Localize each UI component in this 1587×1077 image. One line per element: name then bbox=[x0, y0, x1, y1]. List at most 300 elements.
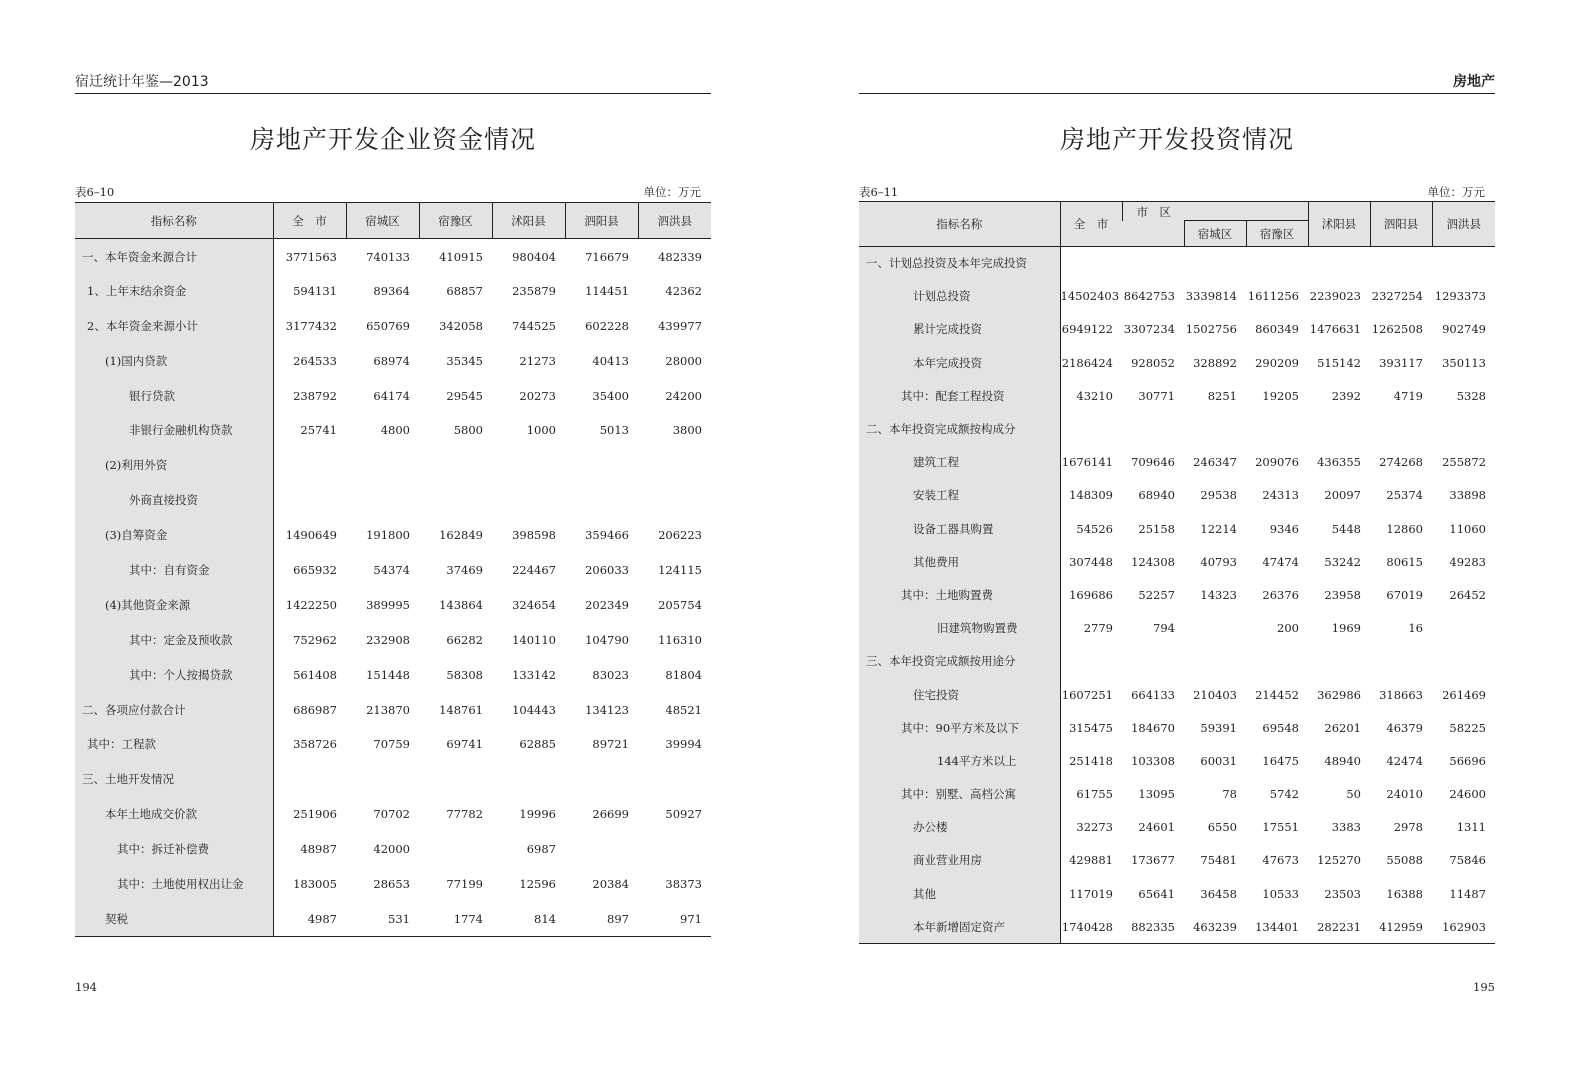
table-row bbox=[859, 877, 1495, 910]
row-label: 其中：土地使用权出让金 bbox=[75, 867, 273, 902]
cell-value: 665932 bbox=[293, 562, 337, 577]
cell-value: 191800 bbox=[366, 528, 410, 543]
cell-value bbox=[1184, 412, 1246, 445]
row-label: 计划总投资 bbox=[859, 280, 1060, 313]
cell-value: 151448 bbox=[366, 667, 410, 682]
cell-value: 134123 bbox=[585, 702, 629, 717]
cell-value bbox=[273, 762, 346, 797]
cell-value: 251906 bbox=[293, 807, 337, 822]
cell-value bbox=[419, 483, 492, 518]
table-number-right: 表6–11 bbox=[859, 185, 899, 199]
cell-value bbox=[1308, 645, 1370, 678]
table-row bbox=[859, 247, 1495, 280]
cell-value: 21273 bbox=[519, 353, 556, 368]
cell-value: 69741 bbox=[446, 737, 483, 752]
cell-value: 140110 bbox=[512, 632, 556, 647]
cell-value: 264533 bbox=[293, 353, 337, 368]
cell-value: 307448 bbox=[1069, 554, 1113, 569]
cell-value: 38373 bbox=[665, 876, 702, 891]
table-row bbox=[859, 412, 1495, 445]
cell-value: 2392 bbox=[1331, 388, 1361, 403]
cell-value: 213870 bbox=[366, 702, 410, 717]
header-urban-district: 市 区 bbox=[1122, 202, 1308, 221]
header-indicator-name: 指标名称 bbox=[859, 202, 1060, 247]
row-label: 其他费用 bbox=[859, 545, 1060, 578]
cell-value: 358726 bbox=[293, 737, 337, 752]
cell-value: 709646 bbox=[1131, 455, 1175, 470]
cell-value: 3771563 bbox=[285, 250, 337, 265]
cell-value: 65641 bbox=[1138, 886, 1175, 901]
cell-value bbox=[1432, 247, 1495, 280]
cell-value: 602228 bbox=[585, 318, 629, 333]
table-row bbox=[859, 645, 1495, 678]
cell-value: 67019 bbox=[1386, 587, 1423, 602]
cell-value: 206223 bbox=[658, 528, 702, 543]
table-row bbox=[75, 692, 711, 727]
cell-value bbox=[1122, 645, 1184, 678]
cell-value: 439977 bbox=[658, 318, 702, 333]
cell-value: 89721 bbox=[592, 737, 629, 752]
table-row bbox=[75, 901, 711, 936]
cell-value: 482339 bbox=[658, 250, 702, 265]
cell-value: 2779 bbox=[1083, 621, 1113, 636]
cell-value: 24200 bbox=[665, 388, 702, 403]
cell-value: 64174 bbox=[373, 388, 410, 403]
row-label: 其中：配套工程投资 bbox=[859, 379, 1060, 412]
cell-value: 133142 bbox=[512, 667, 556, 682]
cell-value: 2186424 bbox=[1061, 355, 1113, 370]
cell-value: 28653 bbox=[373, 876, 410, 891]
cell-value bbox=[638, 832, 711, 867]
table-row bbox=[75, 343, 711, 378]
cell-value: 46379 bbox=[1386, 720, 1423, 735]
cell-value: 3307234 bbox=[1123, 322, 1175, 337]
cell-value: 78 bbox=[1222, 787, 1237, 802]
cell-value bbox=[1370, 247, 1432, 280]
cell-value: 23503 bbox=[1324, 886, 1361, 901]
cell-value: 26376 bbox=[1262, 587, 1299, 602]
cell-value: 81804 bbox=[665, 667, 702, 682]
header-total: 全 市 bbox=[1060, 202, 1122, 247]
table-title-right: 房地产开发投资情况 bbox=[1059, 125, 1294, 154]
cell-value: 33898 bbox=[1449, 488, 1486, 503]
cell-value: 282231 bbox=[1317, 919, 1361, 934]
cell-value: 75846 bbox=[1449, 853, 1486, 868]
table-row bbox=[859, 512, 1495, 545]
cell-value: 5742 bbox=[1269, 787, 1299, 802]
cell-value: 124308 bbox=[1131, 554, 1175, 569]
cell-value: 515142 bbox=[1317, 355, 1361, 370]
table-row bbox=[75, 413, 711, 448]
cell-value: 928052 bbox=[1131, 355, 1175, 370]
cell-value: 83023 bbox=[592, 667, 629, 682]
cell-value: 10533 bbox=[1262, 886, 1299, 901]
row-label: 一、本年资金来源合计 bbox=[75, 239, 273, 274]
cell-value: 2239023 bbox=[1309, 289, 1361, 304]
row-label: (2)利用外资 bbox=[75, 448, 273, 483]
table-row bbox=[75, 518, 711, 553]
header-shuyang: 沭阳县 bbox=[1308, 202, 1370, 247]
cell-value: 740133 bbox=[366, 250, 410, 265]
table-row bbox=[859, 744, 1495, 777]
cell-value: 12214 bbox=[1200, 521, 1237, 536]
cell-value: 16475 bbox=[1262, 753, 1299, 768]
row-label: 外商直接投资 bbox=[75, 483, 273, 518]
row-label: 非银行金融机构贷款 bbox=[75, 413, 273, 448]
table-row bbox=[75, 553, 711, 588]
cell-value: 202349 bbox=[585, 597, 629, 612]
cell-value: 232908 bbox=[366, 632, 410, 647]
cell-value: 103308 bbox=[1131, 753, 1175, 768]
cell-value bbox=[1122, 412, 1184, 445]
cell-value bbox=[638, 448, 711, 483]
cell-value: 3177432 bbox=[285, 318, 337, 333]
cell-value bbox=[419, 448, 492, 483]
cell-value: 274268 bbox=[1379, 455, 1423, 470]
cell-value: 13095 bbox=[1138, 787, 1175, 802]
cell-value: 24601 bbox=[1138, 820, 1175, 835]
cell-value bbox=[346, 483, 419, 518]
table-number-left: 表6–10 bbox=[75, 185, 115, 199]
row-label: 1、上年末结余资金 bbox=[75, 273, 273, 308]
cell-value: 56696 bbox=[1449, 753, 1486, 768]
cell-value: 19996 bbox=[519, 807, 556, 822]
cell-value: 50927 bbox=[665, 807, 702, 822]
cell-value: 12596 bbox=[519, 876, 556, 891]
cell-value bbox=[1432, 645, 1495, 678]
cell-value: 59391 bbox=[1200, 720, 1237, 735]
header-suyu: 宿豫区 bbox=[419, 203, 492, 239]
table-row bbox=[859, 678, 1495, 711]
funds-table bbox=[75, 202, 711, 937]
row-label: 契税 bbox=[75, 901, 273, 936]
cell-value bbox=[565, 762, 638, 797]
yearbook-title: 宿迁统计年鉴—2013 bbox=[75, 74, 209, 90]
cell-value: 36458 bbox=[1200, 886, 1237, 901]
row-label: 三、土地开发情况 bbox=[75, 762, 273, 797]
cell-value: 42474 bbox=[1386, 753, 1423, 768]
row-label: 其中：定金及预收款 bbox=[75, 622, 273, 657]
cell-value: 104790 bbox=[585, 632, 629, 647]
cell-value: 1969 bbox=[1331, 621, 1361, 636]
cell-value: 1607251 bbox=[1061, 687, 1113, 702]
cell-value: 48521 bbox=[665, 702, 702, 717]
row-label: 本年完成投资 bbox=[859, 346, 1060, 379]
cell-value: 463239 bbox=[1193, 919, 1237, 934]
cell-value: 143864 bbox=[439, 597, 483, 612]
table-row bbox=[75, 657, 711, 692]
cell-value: 25741 bbox=[300, 423, 337, 438]
row-label: 二、本年投资完成额按构成分 bbox=[859, 412, 1060, 445]
cell-value: 664133 bbox=[1131, 687, 1175, 702]
cell-value: 315475 bbox=[1069, 720, 1113, 735]
table-row bbox=[859, 446, 1495, 479]
row-label: 三、本年投资完成额按用途分 bbox=[859, 645, 1060, 678]
cell-value: 29545 bbox=[446, 388, 483, 403]
cell-value: 4719 bbox=[1393, 388, 1423, 403]
cell-value: 1490649 bbox=[285, 528, 337, 543]
table-row bbox=[859, 811, 1495, 844]
cell-value: 255872 bbox=[1442, 455, 1486, 470]
cell-value: 68857 bbox=[446, 283, 483, 298]
cell-value: 62885 bbox=[519, 737, 556, 752]
cell-value: 206033 bbox=[585, 562, 629, 577]
cell-value bbox=[638, 762, 711, 797]
cell-value: 5328 bbox=[1456, 388, 1486, 403]
cell-value: 531 bbox=[388, 911, 410, 926]
cell-value: 11060 bbox=[1449, 521, 1486, 536]
cell-value: 860349 bbox=[1255, 322, 1299, 337]
cell-value bbox=[419, 762, 492, 797]
cell-value: 389995 bbox=[366, 597, 410, 612]
header-sucheng: 宿城区 bbox=[346, 203, 419, 239]
cell-value: 1676141 bbox=[1061, 455, 1113, 470]
cell-value: 49283 bbox=[1449, 554, 1486, 569]
cell-value: 752962 bbox=[293, 632, 337, 647]
cell-value: 16 bbox=[1408, 621, 1423, 636]
cell-value: 148309 bbox=[1069, 488, 1113, 503]
cell-value: 60031 bbox=[1200, 753, 1237, 768]
cell-value: 393117 bbox=[1379, 355, 1423, 370]
cell-value: 66282 bbox=[446, 632, 483, 647]
cell-value: 40413 bbox=[592, 353, 629, 368]
cell-value: 52257 bbox=[1138, 587, 1175, 602]
cell-value bbox=[273, 483, 346, 518]
cell-value: 11487 bbox=[1449, 886, 1486, 901]
cell-value: 68940 bbox=[1138, 488, 1175, 503]
cell-value: 251418 bbox=[1069, 753, 1113, 768]
cell-value: 75481 bbox=[1200, 853, 1237, 868]
table-row bbox=[75, 832, 711, 867]
cell-value bbox=[273, 448, 346, 483]
header-siyang: 泗阳县 bbox=[565, 203, 638, 239]
cell-value: 24010 bbox=[1386, 787, 1423, 802]
cell-value bbox=[1122, 247, 1184, 280]
cell-value: 70759 bbox=[373, 737, 410, 752]
row-label: 旧建筑物购置费 bbox=[859, 612, 1060, 645]
cell-value: 328892 bbox=[1193, 355, 1237, 370]
row-label: 设备工器具购置 bbox=[859, 512, 1060, 545]
table-row bbox=[859, 379, 1495, 412]
cell-value: 148761 bbox=[439, 702, 483, 717]
cell-value: 58308 bbox=[446, 667, 483, 682]
cell-value: 1311 bbox=[1456, 820, 1486, 835]
cell-value: 53242 bbox=[1324, 554, 1361, 569]
cell-value: 58225 bbox=[1449, 720, 1486, 735]
cell-value: 37469 bbox=[446, 562, 483, 577]
cell-value: 116310 bbox=[658, 632, 702, 647]
cell-value: 77199 bbox=[446, 876, 483, 891]
row-label: 其中：工程款 bbox=[75, 727, 273, 762]
cell-value: 1740428 bbox=[1061, 919, 1113, 934]
cell-value: 25374 bbox=[1386, 488, 1423, 503]
cell-value: 48987 bbox=[300, 842, 337, 857]
cell-value: 48940 bbox=[1324, 753, 1361, 768]
cell-value: 54374 bbox=[373, 562, 410, 577]
cell-value: 184670 bbox=[1131, 720, 1175, 735]
cell-value: 35400 bbox=[592, 388, 629, 403]
investment-table bbox=[859, 201, 1495, 944]
cell-value: 8642753 bbox=[1123, 289, 1175, 304]
cell-value bbox=[1184, 612, 1246, 645]
cell-value bbox=[565, 448, 638, 483]
cell-value bbox=[1308, 247, 1370, 280]
cell-value: 162849 bbox=[439, 528, 483, 543]
row-label: 144平方米以上 bbox=[859, 744, 1060, 777]
cell-value bbox=[1184, 247, 1246, 280]
cell-value: 134401 bbox=[1255, 919, 1299, 934]
cell-value: 26201 bbox=[1324, 720, 1361, 735]
cell-value: 42000 bbox=[373, 842, 410, 857]
cell-value: 124115 bbox=[658, 562, 702, 577]
row-label: 安装工程 bbox=[859, 479, 1060, 512]
cell-value: 246347 bbox=[1193, 455, 1237, 470]
cell-value: 561408 bbox=[293, 667, 337, 682]
cell-value: 77782 bbox=[446, 807, 483, 822]
cell-value: 43210 bbox=[1076, 388, 1113, 403]
table-row bbox=[859, 313, 1495, 346]
cell-value bbox=[1246, 645, 1308, 678]
cell-value: 6987 bbox=[526, 842, 556, 857]
running-head-left bbox=[75, 73, 711, 94]
cell-value: 412959 bbox=[1379, 919, 1423, 934]
cell-value: 24313 bbox=[1262, 488, 1299, 503]
row-label: 商业营业用房 bbox=[859, 844, 1060, 877]
cell-value: 16388 bbox=[1386, 886, 1423, 901]
table-row bbox=[75, 308, 711, 343]
cell-value: 209076 bbox=[1255, 455, 1299, 470]
header-sihong: 泗洪县 bbox=[1432, 202, 1495, 247]
cell-value: 2978 bbox=[1393, 820, 1423, 835]
unit-label-right: 单位：万元 bbox=[1427, 185, 1485, 199]
header-sucheng: 宿城区 bbox=[1184, 221, 1246, 247]
cell-value: 3339814 bbox=[1185, 289, 1237, 304]
cell-value: 183005 bbox=[293, 876, 337, 891]
cell-value: 42362 bbox=[665, 283, 702, 298]
cell-value: 324654 bbox=[512, 597, 556, 612]
cell-value: 342058 bbox=[439, 318, 483, 333]
cell-value bbox=[1370, 645, 1432, 678]
table-title-left: 房地产开发企业资金情况 bbox=[249, 125, 536, 154]
left-page bbox=[75, 0, 711, 1077]
table-row bbox=[75, 727, 711, 762]
cell-value: 429881 bbox=[1069, 853, 1113, 868]
cell-value: 30771 bbox=[1138, 388, 1175, 403]
cell-value: 54526 bbox=[1076, 521, 1113, 536]
table-row bbox=[75, 587, 711, 622]
cell-value: 686987 bbox=[293, 702, 337, 717]
cell-value: 3383 bbox=[1331, 820, 1361, 835]
running-head-right bbox=[859, 73, 1495, 94]
row-label: 其中：90平方米及以下 bbox=[859, 711, 1060, 744]
cell-value: 436355 bbox=[1317, 455, 1361, 470]
cell-value: 5448 bbox=[1331, 521, 1361, 536]
cell-value: 261469 bbox=[1442, 687, 1486, 702]
row-label: 住宅投资 bbox=[859, 678, 1060, 711]
row-label: 一、计划总投资及本年完成投资 bbox=[859, 247, 1060, 280]
row-label: 累计完成投资 bbox=[859, 313, 1060, 346]
cell-value: 650769 bbox=[366, 318, 410, 333]
cell-value: 80615 bbox=[1386, 554, 1423, 569]
header-row bbox=[75, 203, 711, 239]
cell-value bbox=[1184, 645, 1246, 678]
table-row bbox=[75, 273, 711, 308]
row-label: 本年新增固定资产 bbox=[859, 910, 1060, 943]
row-label: 其他 bbox=[859, 877, 1060, 910]
cell-value: 104443 bbox=[512, 702, 556, 717]
table-row bbox=[859, 346, 1495, 379]
row-label: 银行贷款 bbox=[75, 378, 273, 413]
cell-value bbox=[1060, 247, 1122, 280]
row-label: 二、各项应付款合计 bbox=[75, 692, 273, 727]
table-row bbox=[75, 622, 711, 657]
cell-value: 39994 bbox=[665, 737, 702, 752]
cell-value bbox=[1060, 645, 1122, 678]
table-row bbox=[75, 762, 711, 797]
cell-value: 19205 bbox=[1262, 388, 1299, 403]
table-row bbox=[75, 797, 711, 832]
cell-value: 40793 bbox=[1200, 554, 1237, 569]
cell-value bbox=[1432, 412, 1495, 445]
table-row bbox=[859, 711, 1495, 744]
cell-value bbox=[1432, 612, 1495, 645]
cell-value: 47474 bbox=[1262, 554, 1299, 569]
cell-value: 24600 bbox=[1449, 787, 1486, 802]
cell-value: 32273 bbox=[1076, 820, 1113, 835]
cell-value bbox=[492, 483, 565, 518]
cell-value bbox=[565, 832, 638, 867]
cell-value: 1000 bbox=[526, 423, 556, 438]
cell-value: 3800 bbox=[672, 423, 702, 438]
table-row bbox=[859, 479, 1495, 512]
row-label: (4)其他资金来源 bbox=[75, 587, 273, 622]
cell-value: 902749 bbox=[1442, 322, 1486, 337]
cell-value: 235879 bbox=[512, 283, 556, 298]
cell-value: 26452 bbox=[1449, 587, 1486, 602]
cell-value: 5800 bbox=[453, 423, 483, 438]
cell-value: 12860 bbox=[1386, 521, 1423, 536]
cell-value: 210403 bbox=[1193, 687, 1237, 702]
cell-value: 1611256 bbox=[1247, 289, 1299, 304]
table-row bbox=[859, 280, 1495, 313]
row-label: (3)自筹资金 bbox=[75, 518, 273, 553]
header-shuyang: 沭阳县 bbox=[492, 203, 565, 239]
row-label: 其中：别墅、高档公寓 bbox=[859, 778, 1060, 811]
cell-value bbox=[346, 448, 419, 483]
cell-value: 814 bbox=[534, 911, 556, 926]
cell-value: 70702 bbox=[373, 807, 410, 822]
table-row bbox=[859, 578, 1495, 611]
cell-value: 17551 bbox=[1262, 820, 1299, 835]
cell-value bbox=[1370, 412, 1432, 445]
cell-value: 14502403 bbox=[1060, 289, 1120, 304]
cell-value: 173677 bbox=[1131, 853, 1175, 868]
cell-value: 29538 bbox=[1200, 488, 1237, 503]
cell-value: 20097 bbox=[1324, 488, 1361, 503]
cell-value: 980404 bbox=[512, 250, 556, 265]
table-row bbox=[859, 844, 1495, 877]
row-label: 本年土地成交价款 bbox=[75, 797, 273, 832]
cell-value: 50 bbox=[1346, 787, 1361, 802]
cell-value: 8251 bbox=[1207, 388, 1237, 403]
header-sihong: 泗洪县 bbox=[638, 203, 711, 239]
cell-value bbox=[565, 483, 638, 518]
cell-value: 47673 bbox=[1262, 853, 1299, 868]
cell-value bbox=[346, 762, 419, 797]
cell-value: 224467 bbox=[512, 562, 556, 577]
table-row bbox=[75, 483, 711, 518]
row-label: (1)国内贷款 bbox=[75, 343, 273, 378]
